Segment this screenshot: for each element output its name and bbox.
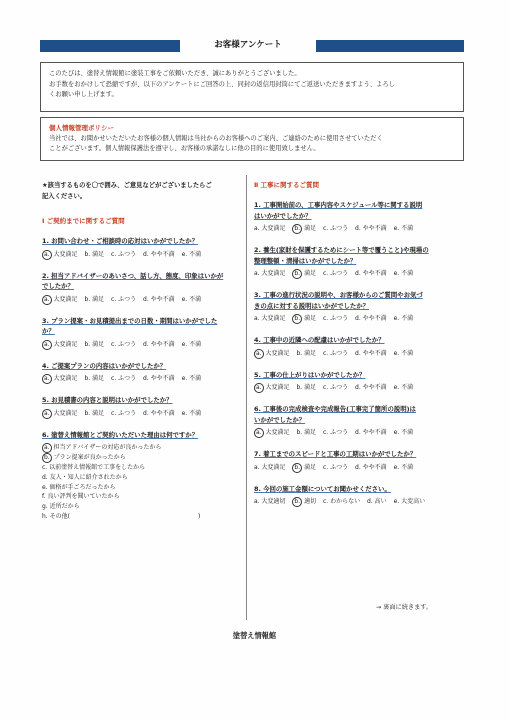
option[interactable]: d. やや不満 bbox=[355, 349, 387, 357]
option[interactable]: 大変満足 bbox=[53, 250, 78, 258]
question-title: でしたか？ bbox=[42, 282, 74, 290]
reason-list bbox=[42, 443, 242, 522]
option[interactable]: c. ふつう bbox=[323, 225, 349, 232]
question-title: 6. 塗替え情報館とご契約いただいた理由は何ですか？ bbox=[42, 430, 199, 439]
question-s2-q4 bbox=[254, 335, 466, 359]
instruction bbox=[42, 180, 242, 202]
option[interactable]: e. 不満 bbox=[181, 340, 202, 348]
privacy-line: ことがございます。個人情報保護法を遵守し、お客様の承諾なしに他の目的に使用致しません。 bbox=[49, 145, 320, 152]
option[interactable]: c. ふつう bbox=[323, 429, 349, 436]
question-s1-q5 bbox=[42, 395, 242, 419]
option[interactable]: 大変満足 bbox=[53, 409, 78, 417]
answer-options bbox=[42, 295, 242, 305]
reason-item[interactable]: c. 以前塗替え情報館で工事をしたから bbox=[42, 464, 146, 471]
question-title: 7. 着工までのスピードと工事の工期はいかがでしたか？ bbox=[254, 450, 417, 458]
page-title: お客様アンケート bbox=[214, 40, 282, 50]
option[interactable]: e. 不満 bbox=[181, 409, 202, 417]
question-s2-q8 bbox=[254, 484, 466, 508]
circled-answer[interactable]: b. bbox=[44, 454, 50, 461]
question-s2-q3 bbox=[254, 290, 466, 324]
privacy-line: 当社では、お聞かせいただいたお客様の個人情報は当社からのお客様へのご案内、ご連絡のために使用させていただく bbox=[49, 134, 383, 142]
option[interactable]: d. やや不満 bbox=[355, 463, 387, 471]
option[interactable]: 大変満足 bbox=[265, 384, 290, 391]
question-title: 3. 工事の進行状況の説明や、お客様からのご質問やお気づ bbox=[254, 291, 423, 299]
answer-options bbox=[254, 314, 466, 324]
privacy-box bbox=[40, 117, 464, 161]
option[interactable]: b. 満足 bbox=[296, 429, 317, 436]
option[interactable]: b. 満足 bbox=[84, 250, 105, 258]
option[interactable]: e. 不満 bbox=[393, 429, 414, 436]
option[interactable]: e. 不満 bbox=[393, 315, 414, 322]
option[interactable]: b. 満足 bbox=[296, 349, 317, 357]
answer-options bbox=[42, 374, 242, 384]
option[interactable]: e. 大変高い bbox=[393, 498, 426, 505]
option[interactable]: e. 不満 bbox=[181, 295, 202, 303]
option[interactable]: d. やや不満 bbox=[355, 384, 387, 391]
option[interactable]: c. ふつう bbox=[111, 409, 137, 417]
circled-answer[interactable]: a. bbox=[44, 340, 50, 348]
option[interactable]: d. やや不満 bbox=[143, 340, 175, 348]
instruction-line: ★該当するものを〇で囲み、ご意見などがございましたらご bbox=[42, 182, 212, 189]
option[interactable]: d. やや不満 bbox=[355, 270, 387, 277]
answer-options bbox=[254, 463, 466, 473]
continued-note: → 裏面に続きます。 bbox=[376, 604, 433, 611]
circled-answer[interactable]: a. bbox=[44, 375, 50, 382]
option[interactable]: b. 満足 bbox=[84, 409, 105, 417]
question-s1-q6 bbox=[42, 430, 242, 522]
question-s2-q7 bbox=[254, 449, 466, 473]
circled-answer[interactable]: b. bbox=[294, 225, 301, 232]
option[interactable]: 満足 bbox=[304, 315, 317, 322]
reason-item[interactable] bbox=[42, 453, 242, 463]
option[interactable]: a. 大変満足 bbox=[254, 463, 286, 471]
circled-answer[interactable]: a. bbox=[256, 349, 262, 357]
left-column bbox=[42, 180, 242, 533]
option[interactable]: c. ふつう bbox=[111, 295, 137, 303]
reason-label: 担当アドバイザーの対応が良かったから bbox=[53, 444, 162, 451]
option[interactable]: e. 不満 bbox=[393, 225, 414, 232]
question-s1-q3 bbox=[42, 316, 242, 350]
intro-line: くお願い申し上げます。 bbox=[49, 91, 118, 98]
option[interactable]: 大変満足 bbox=[53, 340, 78, 348]
option[interactable]: 満足 bbox=[304, 225, 317, 232]
option[interactable]: c. ふつう bbox=[323, 463, 349, 471]
question-title: 整理整頓・清掃はいかがでしたか？ bbox=[254, 256, 357, 265]
answer-options bbox=[254, 349, 466, 359]
option[interactable]: b. 満足 bbox=[296, 384, 317, 391]
question-title: 2. 担当アドバイザーのあいさつ、話し方、態度、印象はいかが bbox=[42, 271, 224, 280]
question-title: 4. ご提案プランの内容はいかがでしたか？ bbox=[42, 361, 167, 370]
option[interactable]: c. わからない bbox=[323, 498, 361, 505]
privacy-heading: 個人情報管理ポリシー bbox=[49, 124, 114, 132]
option[interactable]: a. 大変適切 bbox=[254, 498, 286, 505]
option[interactable]: e. 不満 bbox=[393, 463, 414, 471]
answer-options bbox=[42, 250, 242, 260]
answer-options bbox=[254, 497, 466, 507]
option[interactable]: 大変満足 bbox=[265, 429, 290, 436]
reason-item[interactable]: e. 価格が手ごろだったから bbox=[42, 483, 116, 491]
column-divider bbox=[246, 175, 247, 620]
question-title: 1. お問い合わせ・ご相談時の応対はいかがでしたか？ bbox=[42, 237, 199, 245]
option[interactable]: b. 満足 bbox=[84, 375, 105, 382]
option[interactable]: 大変満足 bbox=[53, 295, 78, 303]
option[interactable]: c. ふつう bbox=[111, 250, 137, 258]
option[interactable]: d. やや不満 bbox=[143, 375, 175, 382]
option[interactable]: c. ふつう bbox=[111, 375, 137, 382]
answer-options bbox=[254, 269, 466, 279]
option[interactable]: e. 不満 bbox=[181, 375, 202, 382]
question-title: か？ bbox=[42, 327, 55, 335]
header-bar-left bbox=[40, 40, 180, 52]
other-close: ) bbox=[197, 512, 201, 520]
option[interactable]: d. やや不満 bbox=[355, 315, 387, 322]
intro-line: お手数をおかけして恐縮ですが、以下のアンケートにご回答の上、同封の返信用封筒にてご返送いただきますよう、よろし bbox=[49, 80, 395, 88]
circled-answer[interactable]: b. bbox=[294, 270, 301, 277]
question-s1-q2 bbox=[42, 271, 242, 305]
option[interactable]: b. 満足 bbox=[84, 295, 105, 303]
option[interactable]: c. ふつう bbox=[323, 384, 349, 391]
question-title: 1. 工事開始前の、工事内容やスケジュール等に関する説明 bbox=[254, 201, 423, 209]
question-s2-q1 bbox=[254, 200, 466, 234]
question-title: 3. プラン提案・お見積提出までの日数・期間はいかがでした bbox=[42, 316, 218, 325]
option[interactable]: a. 大変満足 bbox=[254, 225, 286, 232]
option[interactable]: c. ふつう bbox=[111, 340, 137, 348]
option[interactable]: e. 不満 bbox=[393, 349, 414, 357]
question-s2-q5 bbox=[254, 370, 466, 394]
question-title: 4. 工事中の近隣への配慮はいかがでしたか？ bbox=[254, 336, 385, 344]
answer-options bbox=[42, 340, 242, 350]
answer-options bbox=[254, 224, 466, 234]
reason-item[interactable] bbox=[42, 443, 242, 453]
option[interactable]: b. 満足 bbox=[84, 340, 105, 348]
option[interactable]: e. 不満 bbox=[393, 384, 414, 391]
question-title: きの点に対する説明はいかがでしたか？ bbox=[254, 301, 370, 310]
question-s2-q2 bbox=[254, 245, 466, 279]
question-title: 2. 養生(家財を保護するためにシート等で覆うこと)や現場の bbox=[254, 246, 429, 254]
question-title: はいかがでしたか？ bbox=[254, 211, 312, 220]
question-title: 5. お見積書の内容と説明はいかがでしたか？ bbox=[42, 396, 173, 404]
question-title: 5. 工事の仕上がりはいかがでしたか？ bbox=[254, 370, 366, 379]
header-bar-right bbox=[316, 40, 464, 52]
question-title: 8. 今回の施工金額についてお聞かせください。 bbox=[254, 484, 391, 493]
option[interactable]: c. ふつう bbox=[323, 315, 349, 322]
circled-answer[interactable]: a. bbox=[44, 295, 50, 303]
circled-answer[interactable]: b. bbox=[294, 463, 301, 471]
option[interactable]: 大変満足 bbox=[265, 349, 290, 357]
right-column bbox=[254, 180, 466, 518]
question-s2-q6 bbox=[254, 404, 466, 438]
option[interactable]: 大変満足 bbox=[53, 375, 78, 382]
question-title: 6. 工事後の完成検査や完成報告(工事完了箇所の説明)は bbox=[254, 405, 416, 413]
footer-company: 塗替え情報館 bbox=[232, 631, 277, 640]
option[interactable]: d. やや不満 bbox=[143, 295, 175, 303]
other-label: h. その他( bbox=[42, 512, 70, 520]
option[interactable]: d. やや不満 bbox=[143, 250, 175, 258]
reason-item[interactable]: f. 良い評判を聞いていたから bbox=[42, 493, 120, 501]
reason-item[interactable]: g. 近所だから bbox=[42, 503, 80, 511]
option[interactable]: 満足 bbox=[304, 463, 317, 471]
reason-item-other[interactable] bbox=[42, 512, 242, 522]
option[interactable]: e. 不満 bbox=[393, 270, 414, 277]
intro-line: このたびは、塗替え情報館に塗装工事をご依頼いただき、誠にありがとうございました。 bbox=[49, 70, 301, 77]
instruction-line: 記入ください。 bbox=[42, 193, 87, 200]
question-title: いかがでしたか？ bbox=[254, 415, 306, 424]
circled-answer[interactable]: a. bbox=[44, 250, 50, 258]
circled-answer[interactable]: a. bbox=[256, 384, 262, 391]
circled-answer[interactable]: a. bbox=[256, 429, 262, 436]
circled-answer[interactable]: b. bbox=[294, 498, 301, 505]
answer-options bbox=[42, 409, 242, 419]
circled-answer[interactable]: b. bbox=[294, 315, 301, 322]
option[interactable]: 適切 bbox=[304, 498, 317, 505]
circled-answer[interactable]: a. bbox=[44, 409, 50, 417]
option[interactable]: 満足 bbox=[304, 270, 317, 277]
section1-heading: Ⅰ ご契約までに関するご質問 bbox=[42, 217, 125, 225]
option[interactable]: c. ふつう bbox=[323, 270, 349, 277]
option[interactable]: d. 高い bbox=[367, 498, 387, 505]
answer-options bbox=[254, 383, 466, 393]
option[interactable]: d. やや不満 bbox=[143, 409, 175, 417]
option[interactable]: d. やや不満 bbox=[355, 429, 387, 436]
reason-label: プラン提案が良かったから bbox=[53, 454, 126, 461]
option[interactable]: a. 大変満足 bbox=[254, 270, 286, 277]
option[interactable]: a. 大変満足 bbox=[254, 315, 286, 322]
intro-box bbox=[40, 62, 464, 112]
option[interactable]: c. ふつう bbox=[323, 349, 349, 357]
section2-heading: Ⅱ 工事に関するご質問 bbox=[254, 181, 320, 189]
circled-answer[interactable]: a. bbox=[44, 444, 50, 451]
option[interactable]: d. やや不満 bbox=[355, 225, 387, 232]
question-s1-q4 bbox=[42, 361, 242, 385]
question-s1-q1 bbox=[42, 236, 242, 260]
option[interactable]: e. 不満 bbox=[181, 250, 202, 258]
reason-item[interactable]: d. 友人・知人に紹介されたから bbox=[42, 473, 128, 481]
answer-options bbox=[254, 428, 466, 438]
